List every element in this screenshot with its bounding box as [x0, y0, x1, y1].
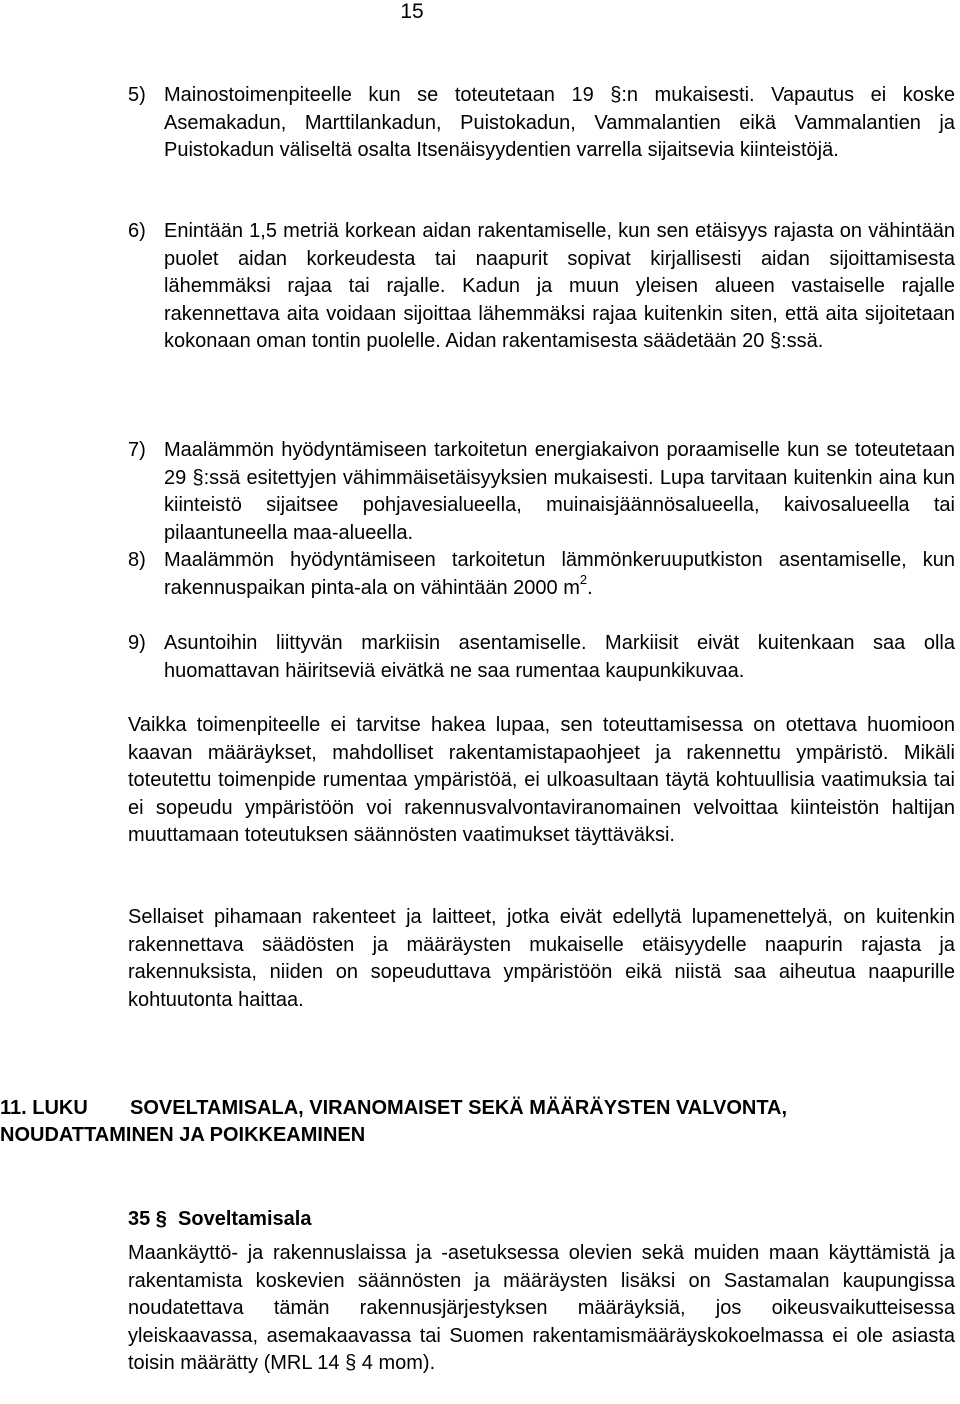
- chapter-heading: [0, 1095, 955, 1149]
- list-item-number: 7): [128, 439, 146, 461]
- list-item-number: 6): [128, 220, 146, 242]
- list-item-text: Asuntoihin liittyvän markiisin asentamiselle. Markiisit eivät kuitenkaan saa olla huomattavan häiritseviä eivätkä ne saa rumentaa kaupunkikuvaa.: [164, 632, 955, 682]
- list-item-number: 8): [128, 549, 146, 571]
- list-item-text: Mainostoimenpiteelle kun se toteutetaan 19 §:n mukaisesti. Vapautus ei koske Asemakadun, Marttilankadun, Puistokadun, Vammalantien eikä Vammalantien ja Puistokadun väliseltä osalta Itsenäisyydentien varrella sijaitsevia kiinteistöjä.: [164, 84, 955, 161]
- list-item-text-main: Maalämmön hyödyntämiseen tarkoitetun lämmönkeruuputkiston asentamiselle, kun rakennuspaikan pinta-ala on vähintään 2000 m: [164, 549, 955, 599]
- list-item-text: [164, 547, 955, 602]
- page-number: 15: [400, 0, 424, 23]
- list-item-6: [128, 218, 955, 356]
- list-item-9: [128, 630, 955, 685]
- list-item-text: Enintään 1,5 metriä korkean aidan rakentamiselle, kun sen etäisyys rajasta on vähintään puolet aidan korkeudesta tai naapurit sopivat kirjallisesti aidan sijoittamisesta lähemmäksi rajaa tai rajalle. Kadun ja muun yleisen alueen vastaiselle rajalle rakennettava aita voidaan sijoittaa lähemmäksi rajaa kuitenkin siten, että aita sijoitetaan kokonaan oman tontin puolelle. Aidan rakentamisesta säädetään 20 §:ssä.: [164, 220, 955, 352]
- list-item-text-tail: .: [587, 576, 593, 599]
- section-body: Maankäyttö- ja rakennuslaissa ja -asetuksessa olevien sekä muiden maan käyttämistä ja rakentamista koskevien säännösten ja määräysten lisäksi on Sastamalan kaupungissa noudatettava tämän rakennusjärjestyksen määräyksiä, jos oikeusvaikutteisessa yleiskaavassa, asemakaavassa tai Suomen rakentamismääräyskokoelmassa ei ole asiasta toisin määrätty (MRL 14 § 4 mom).: [128, 1242, 955, 1374]
- superscript: 2: [579, 571, 588, 587]
- section-title: 35 § Soveltamisala: [128, 1208, 312, 1230]
- list-item-number: 5): [128, 84, 146, 106]
- chapter-title-line1: SOVELTAMISALA, VIRANOMAISET SEKÄ MÄÄRÄYSTEN VALVONTA,: [130, 1097, 788, 1119]
- paragraph-1: Vaikka toimenpiteelle ei tarvitse hakea lupaa, sen toteuttamisessa on otettava huomioon kaavan määräykset, mahdolliset rakentamistapaohjeet ja rakennettu ympäristö. Mikäli toteutettu toimenpide rumentaa ympäristöä, ei ulkoasultaan täytä kohtuullisia vaatimuksia tai ei sopeudu ympäristöön voi rakennusvalvontaviranomainen velvoittaa kiinteistön haltijan muuttamaan toteutuksen säännösten vaatimukset täyttäväksi.: [128, 714, 955, 846]
- list-item-number: 9): [128, 632, 146, 654]
- list-item-5: [128, 82, 955, 165]
- chapter-title-line2: NOUDATTAMINEN JA POIKKEAMINEN: [0, 1124, 366, 1146]
- chapter-number: 11. LUKU: [0, 1097, 88, 1119]
- paragraph-2: Sellaiset pihamaan rakenteet ja laitteet, jotka eivät edellytä lupamenettelyä, on kuitenkin rakennettava säädösten ja määräysten mukaiselle etäisyydelle naapurin rajasta ja rakennuksista, niiden on sopeuduttava ympäristöön eikä niistä saa aiheutua naapurille kohtuutonta haittaa.: [128, 906, 955, 1011]
- list-item-text: Maalämmön hyödyntämiseen tarkoitetun energiakaivon poraamiselle kun se toteutetaan 29 §:ssä esitettyjen vähimmäisetäisyyksien mukaisesti. Lupa tarvitaan kuitenkin aina kun kiinteistö sijaitsee pohjavesialueella, muinaisjäännösalueella, kaivosalueella tai pilaantuneella maa-alueella.: [164, 439, 955, 544]
- list-item-7: [128, 437, 955, 547]
- list-item-8: [128, 547, 955, 602]
